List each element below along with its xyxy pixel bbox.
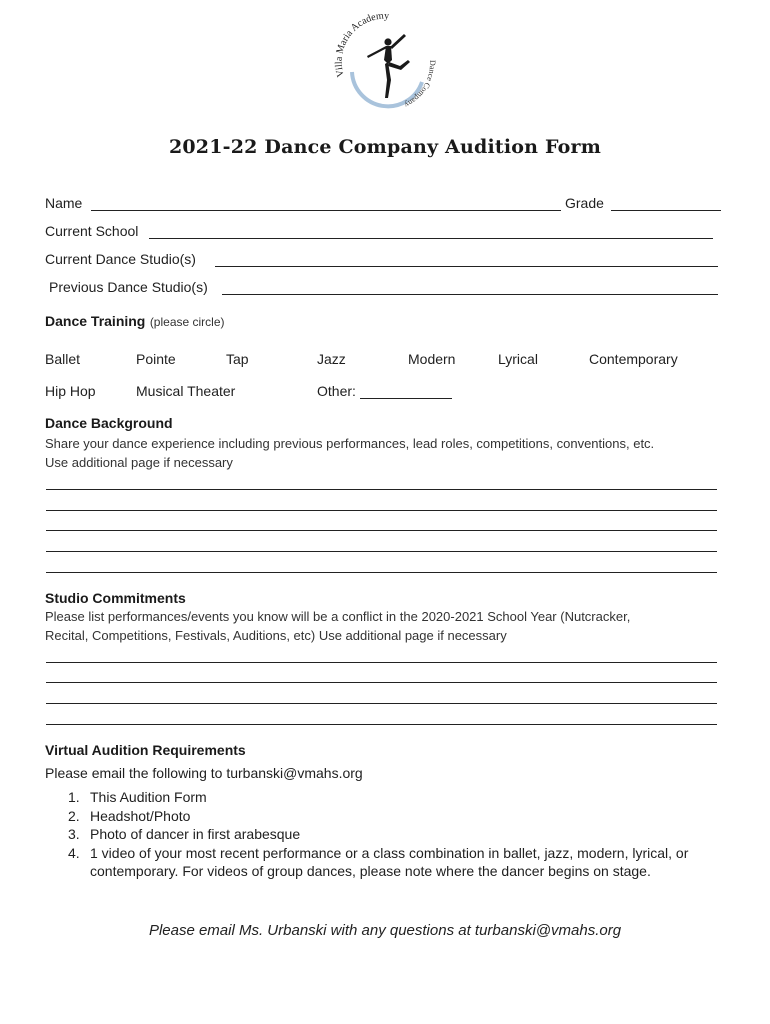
name-label: Name — [45, 195, 83, 211]
other-input-line[interactable] — [360, 398, 452, 399]
academy-logo — [330, 8, 440, 118]
background-answer-line[interactable] — [46, 489, 717, 490]
dance-background-instructions-2: Use additional page if necessary — [45, 455, 233, 470]
list-item-number: 2. — [68, 807, 80, 824]
page-title: 2021-22 Dance Company Audition Form — [168, 136, 602, 158]
commitments-answer-line[interactable] — [46, 662, 717, 663]
logo-arc-text-top: Villa Maria Academy — [333, 10, 390, 79]
list-item — [68, 825, 728, 844]
footer-contact-note: Please email Ms. Urbanski with any questions at turbanski@vmahs.org — [148, 922, 622, 939]
training-option-musical-theater[interactable]: Musical Theater — [136, 383, 236, 399]
list-item-text: 1 video of your most recent performance or a class combination in ballet, jazz, modern, lyrical, or contemporary. For videos of group dances, please note where the dancer begins on stage. — [90, 844, 689, 879]
list-item-text: This Audition Form — [90, 789, 207, 805]
logo-arc-text-bottom: Dance Company — [403, 59, 438, 110]
training-option-other[interactable] — [317, 383, 452, 399]
grade-label: Grade — [565, 195, 604, 211]
current-school-input-line[interactable] — [149, 238, 713, 239]
dance-background-heading: Dance Background — [45, 415, 173, 431]
list-item-number: 4. — [68, 844, 80, 861]
background-answer-line[interactable] — [46, 551, 717, 552]
studio-commitments-instructions-2: Recital, Competitions, Festivals, Auditions, etc) Use additional page if necessary — [45, 628, 507, 643]
training-option-tap[interactable]: Tap — [226, 351, 249, 367]
list-item-text: Photo of dancer in first arabesque — [90, 826, 301, 842]
virtual-audition-heading: Virtual Audition Requirements — [45, 742, 246, 758]
background-answer-line[interactable] — [46, 572, 717, 573]
training-option-pointe[interactable]: Pointe — [136, 351, 176, 367]
studio-commitments-heading: Studio Commitments — [45, 590, 186, 606]
grade-input-line[interactable] — [611, 210, 721, 211]
training-option-other-label: Other: — [317, 383, 356, 399]
background-answer-line[interactable] — [46, 510, 717, 511]
previous-studio-input-line[interactable] — [222, 294, 718, 295]
current-studio-input-line[interactable] — [215, 266, 718, 267]
list-item-text: Headshot/Photo — [90, 807, 191, 824]
current-studio-label: Current Dance Studio(s) — [45, 251, 196, 267]
training-option-ballet[interactable]: Ballet — [45, 351, 81, 367]
dance-training-heading: Dance Training — [45, 313, 146, 329]
current-school-label: Current School — [45, 223, 139, 239]
list-item — [68, 788, 728, 807]
training-option-hip-hop[interactable]: Hip Hop — [45, 383, 96, 399]
training-option-lyrical[interactable]: Lyrical — [498, 351, 538, 367]
training-option-jazz[interactable]: Jazz — [317, 351, 346, 367]
list-item-number: 3. — [68, 826, 80, 842]
requirements-list — [68, 788, 728, 881]
name-input-line[interactable] — [91, 210, 561, 211]
list-item — [68, 844, 728, 881]
virtual-audition-intro: Please email the following to turbanski@vmahs.org — [45, 765, 363, 781]
dancer-silhouette — [367, 34, 410, 98]
commitments-answer-line[interactable] — [46, 682, 717, 683]
training-option-contemporary[interactable]: Contemporary — [589, 351, 678, 367]
list-item — [68, 807, 728, 826]
background-answer-line[interactable] — [46, 530, 717, 531]
previous-studio-label: Previous Dance Studio(s) — [49, 279, 208, 295]
dance-training-heading-row — [45, 313, 225, 331]
studio-commitments-instructions-1: Please list performances/events you know will be a conflict in the 2020-2021 School Year (Nutcracker, — [45, 609, 631, 624]
list-item-number: 1. — [68, 789, 80, 805]
training-option-modern[interactable]: Modern — [408, 351, 456, 367]
dance-training-note: (please circle) — [149, 315, 225, 329]
dance-background-instructions-1: Share your dance experience including previous performances, lead roles, competitions, conventions, etc. — [45, 436, 655, 451]
commitments-answer-line[interactable] — [46, 703, 717, 704]
commitments-answer-line[interactable] — [46, 724, 717, 725]
dancer-logo-icon — [330, 8, 440, 118]
